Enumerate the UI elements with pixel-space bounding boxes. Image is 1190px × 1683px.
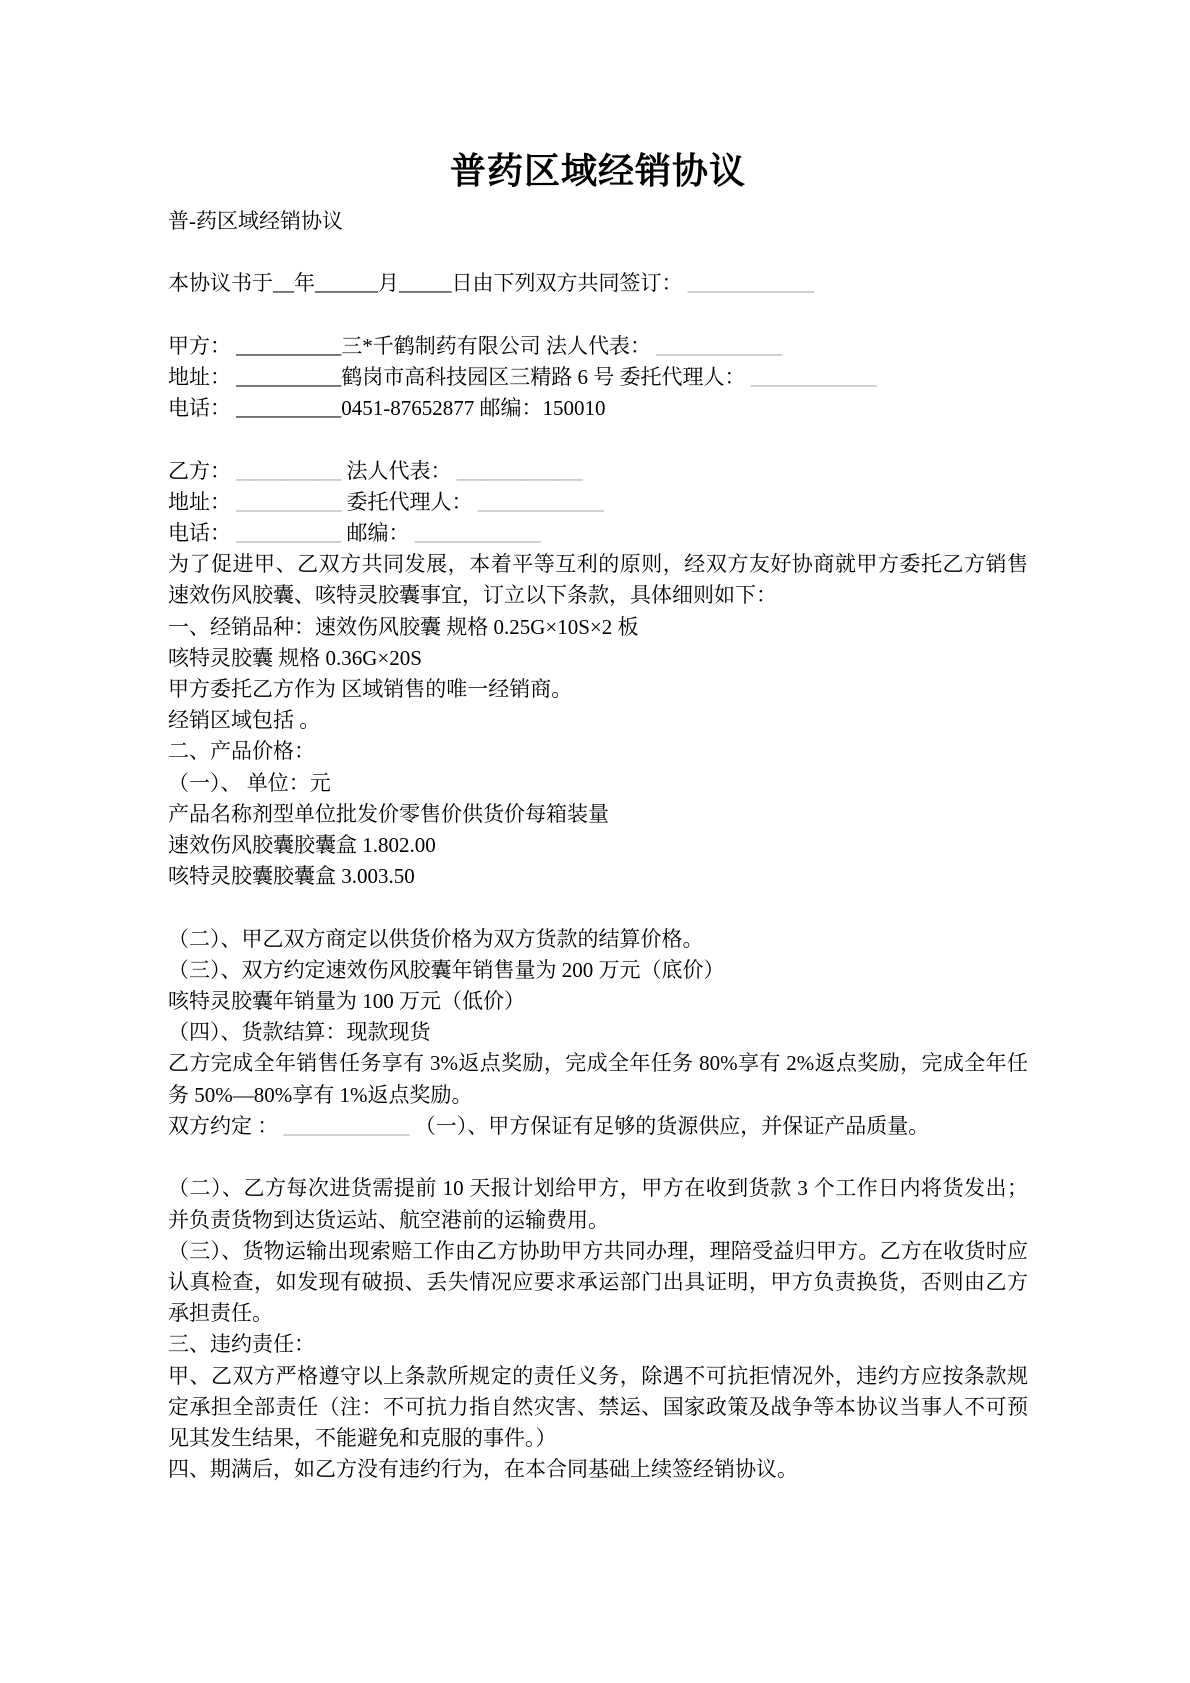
text-run: 0451-87652877 邮编：150010	[341, 396, 606, 421]
paragraph	[168, 1236, 1028, 1330]
text-run: 邮编：	[341, 521, 415, 546]
text-run: 三、违约责任：	[168, 1332, 315, 1357]
paragraph	[168, 799, 1028, 830]
text-run: （二）、甲乙双方商定以供货价格为双方货款的结算价格。	[168, 926, 704, 951]
text-run: （一）、甲方保证有足够的货源供应，并保证产品质量。	[409, 1113, 930, 1138]
paragraph	[168, 206, 1028, 237]
paragraph	[168, 674, 1028, 705]
blank-field: __________	[236, 489, 342, 514]
text-run: 咳特灵胶囊 规格 0.36G×20S	[168, 645, 422, 670]
text-run: 一、经销品种：速效伤风胶囊 规格 0.25G×10S×2 板	[168, 614, 639, 639]
text-run: （二）、乙方每次进货需提前 10 天报计划给甲方，甲方在收到货款 3 个工作日内将货发出；并负责货物到达货运站、航空港前的运输费用。	[168, 1176, 1028, 1232]
paragraph	[168, 518, 1028, 549]
blank-line	[168, 1142, 1028, 1173]
paragraph	[168, 1017, 1028, 1048]
text-run: 甲方：	[168, 333, 237, 358]
blank-field: ____________	[456, 458, 583, 483]
text-run: 经销区域包括 。	[168, 708, 321, 733]
paragraph	[168, 986, 1028, 1017]
text-run: 年	[294, 271, 315, 296]
paragraph	[168, 924, 1028, 955]
text-run: （三）、货物运输出现索赔工作由乙方协助甲方共同办理，理陪受益归甲方。乙方在收货时应认真检查，如发现有破损、丢失情况应要求承运部门出具证明，甲方负责换货，否则由乙方承担责任。	[168, 1238, 1028, 1326]
paragraph	[168, 1111, 1028, 1142]
paragraph	[168, 955, 1028, 986]
text-run: 产品名称剂型单位批发价零售价供货价每箱装量	[168, 801, 609, 826]
paragraph	[168, 487, 1028, 518]
document-body	[168, 206, 1028, 1485]
text-run: 电话：	[168, 521, 237, 546]
blank-field: __________	[236, 396, 342, 421]
paragraph	[168, 393, 1028, 424]
text-run: 法人代表：	[341, 458, 457, 483]
blank-field: ____________	[750, 365, 877, 390]
text-run: 双方约定 ：	[168, 1113, 284, 1138]
blank-field: ____________	[414, 521, 541, 546]
blank-field: _____	[399, 271, 452, 296]
text-run: 本协议书于	[168, 271, 273, 296]
blank-field: ______	[315, 271, 378, 296]
text-run: 甲、乙双方严格遵守以上条款所规定的责任义务，除遇不可抗拒情况外，违约方应按条款规定承担全部责任（注：不可抗力指自然灾害、禁运、国家政策及战争等本协议当事人不可预见其发生结果，不能避免和克服的事件。）	[168, 1363, 1028, 1450]
blank-field: __________	[236, 365, 342, 390]
paragraph	[168, 612, 1028, 643]
paragraph	[168, 1173, 1028, 1235]
blank-line	[168, 300, 1028, 331]
blank-field: __	[273, 271, 294, 296]
text-run: 三*千鹤制药有限公司 法人代表：	[341, 333, 657, 358]
blank-field: __________	[236, 333, 342, 358]
paragraph	[168, 643, 1028, 674]
text-run: 鹤岗市高科技园区三精路 6 号 委托代理人：	[341, 365, 751, 390]
blank-field: ____________	[283, 1113, 410, 1138]
text-run: 咳特灵胶囊年销量为 100 万元（低价）	[168, 989, 525, 1014]
paragraph	[168, 736, 1028, 767]
blank-field: ____________	[477, 489, 604, 514]
text-run: 地址：	[168, 489, 237, 514]
text-run: 乙方：	[168, 458, 237, 483]
paragraph	[168, 768, 1028, 799]
blank-field: __________	[236, 458, 342, 483]
blank-line	[168, 237, 1028, 268]
blank-line	[168, 892, 1028, 923]
text-run: （四）、货款结算：现款现货	[168, 1020, 431, 1045]
text-run: 月	[378, 271, 399, 296]
paragraph	[168, 549, 1028, 611]
text-run: 委托代理人：	[341, 489, 478, 514]
paragraph	[168, 861, 1028, 892]
paragraph	[168, 1048, 1028, 1110]
paragraph	[168, 1329, 1028, 1360]
text-run: 电话：	[168, 396, 237, 421]
blank-field: __________	[236, 521, 342, 546]
text-run: 四、期满后，如乙方没有违约行为，在本合同基础上续签经销协议。	[168, 1457, 798, 1482]
paragraph	[168, 331, 1028, 362]
text-run: 速效伤风胶囊胶囊盒 1.802.00	[168, 833, 436, 858]
text-run: 普-药区域经销协议	[168, 209, 343, 233]
paragraph	[168, 362, 1028, 393]
paragraph	[168, 456, 1028, 487]
text-run: 乙方完成全年销售任务享有 3%返点奖励，完成全年任务 80%享有 2%返点奖励，完成全年任务 50%—80%享有 1%返点奖励。	[168, 1051, 1028, 1107]
document-title: 普药区域经销协议	[449, 151, 746, 191]
paragraph	[168, 1361, 1028, 1455]
text-run: 咳特灵胶囊胶囊盒 3.003.50	[168, 864, 415, 889]
text-run: 甲方委托乙方作为 区域销售的唯一经销商。	[168, 677, 573, 702]
paragraph	[168, 268, 1028, 299]
text-run: （一）、 单位：元	[168, 770, 331, 795]
paragraph	[168, 705, 1028, 736]
text-run: （三）、双方约定速效伤风胶囊年销售量为 200 万元（底价）	[168, 957, 725, 982]
blank-field: ____________	[656, 333, 783, 358]
blank-field: ____________	[687, 271, 814, 296]
paragraph	[168, 830, 1028, 861]
text-run: 二、产品价格：	[168, 739, 315, 764]
text-run: 日由下列双方共同签订：	[451, 271, 688, 296]
text-run: 为了促进甲、乙双方共同发展，本着平等互利的原则，经双方友好协商就甲方委托乙方销售速效伤风胶囊、咳特灵胶囊事宜，订立以下条款，具体细则如下：	[168, 552, 1028, 608]
text-run: 地址：	[168, 365, 237, 390]
paragraph	[168, 1454, 1028, 1485]
blank-line	[168, 424, 1028, 455]
